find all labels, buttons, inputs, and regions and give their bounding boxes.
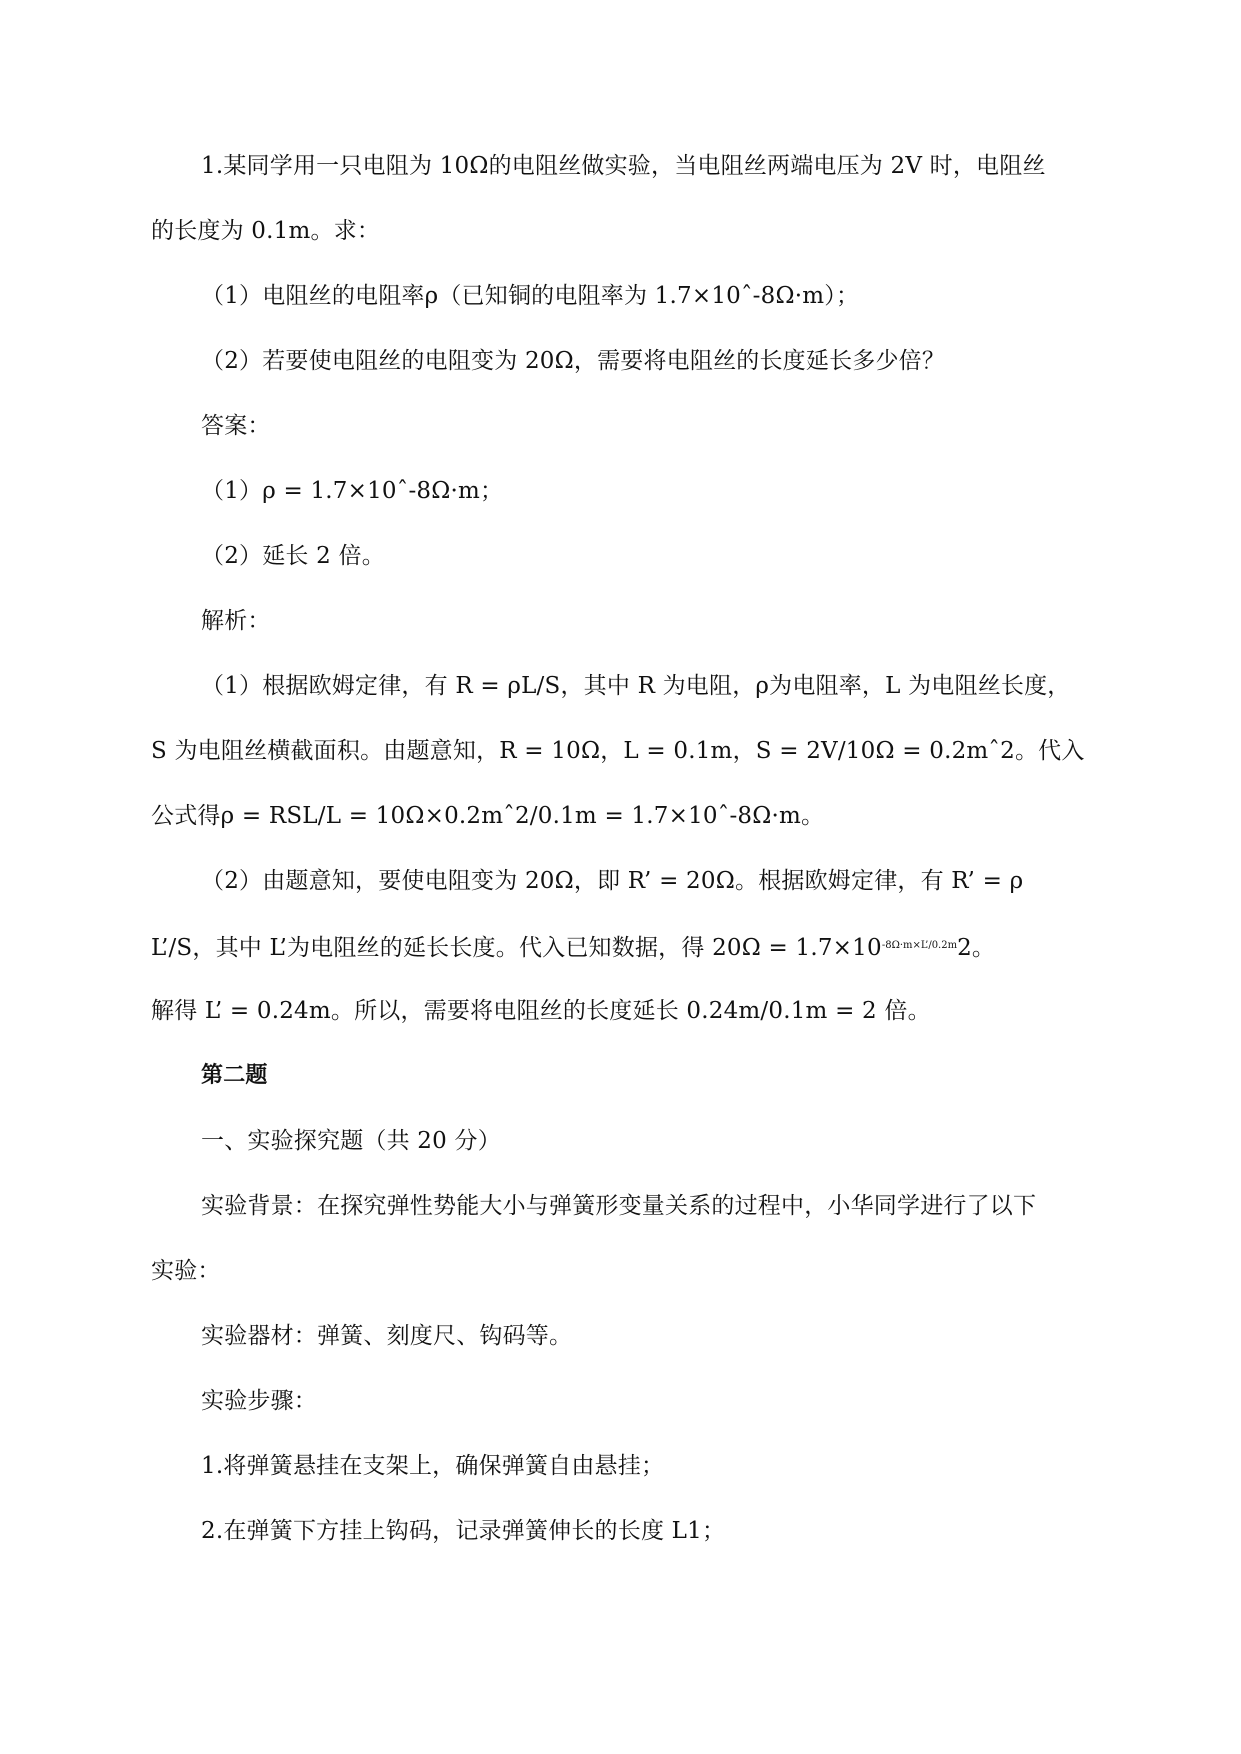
experiment-equipment: 实验器材：弹簧、刻度尺、钩码等。 [201, 1323, 573, 1349]
question-1-intro-line-1: 1.某同学用一只电阻为 10Ω的电阻丝做实验，当电阻丝两端电压为 2V 时，电阻丝 [201, 153, 1046, 179]
experiment-section-title: 一、实验探究题（共 20 分） [201, 1128, 501, 1154]
analysis-part-2-line-2-end: 2。 [957, 935, 996, 961]
analysis-part-2-line-3: 解得 L’ = 0.24m。所以，需要将电阻丝的长度延长 0.24m/0.1m = 2 倍。 [151, 998, 931, 1024]
experiment-step-2: 2.在弹簧下方挂上钩码，记录弹簧伸长的长度 L1； [201, 1518, 726, 1544]
question-1-part-2: （2）若要使电阻丝的电阻变为 20Ω，需要将电阻丝的长度延长多少倍？ [201, 348, 946, 374]
experiment-background-line-2: 实验： [151, 1258, 221, 1284]
answer-part-2: （2）延长 2 倍。 [201, 543, 385, 569]
analysis-part-2-superscript: -8Ω·m×L’/0.2m [881, 940, 958, 951]
answer-part-1: （1）ρ = 1.7×10ˆ-8Ω·m； [201, 478, 504, 504]
question-1-part-1: （1）电阻丝的电阻率ρ（已知铜的电阻率为 1.7×10ˆ-8Ω·m）； [201, 283, 860, 309]
analysis-part-1-line-2: S 为电阻丝横截面积。由题意知，R = 10Ω，L = 0.1m，S = 2V/10Ω = 0.2mˆ2。代入 [151, 738, 1085, 764]
analysis-part-1-line-1: （1）根据欧姆定律，有 R = ρL/S，其中 R 为电阻，ρ为电阻率，L 为电阻丝长度， [201, 673, 1071, 699]
section-title-second-question: 第二题 [201, 1063, 268, 1088]
experiment-steps-heading: 实验步骤： [201, 1388, 317, 1414]
analysis-part-2-line-1: （2）由题意知，要使电阻变为 20Ω，即 R’ = 20Ω。根据欧姆定律，有 R’ = ρ [201, 868, 1024, 894]
experiment-step-1: 1.将弹簧悬挂在支架上，确保弹簧自由悬挂； [201, 1453, 665, 1479]
analysis-heading: 解析： [201, 608, 271, 634]
experiment-background-line-1: 实验背景：在探究弹性势能大小与弹簧形变量关系的过程中，小华同学进行了以下 [201, 1193, 1037, 1219]
analysis-part-1-line-3: 公式得ρ = RSL/L = 10Ω×0.2mˆ2/0.1m = 1.7×10ˆ-8Ω·m。 [151, 803, 825, 829]
analysis-part-2-line-2-main: L’/S，其中 L’为电阻丝的延长长度。代入已知数据，得 20Ω = 1.7×10 [151, 935, 882, 961]
question-1-intro-line-2: 的长度为 0.1m。求： [151, 218, 381, 244]
answer-heading: 答案： [201, 413, 271, 439]
analysis-part-2-line-2 [151, 929, 1091, 965]
